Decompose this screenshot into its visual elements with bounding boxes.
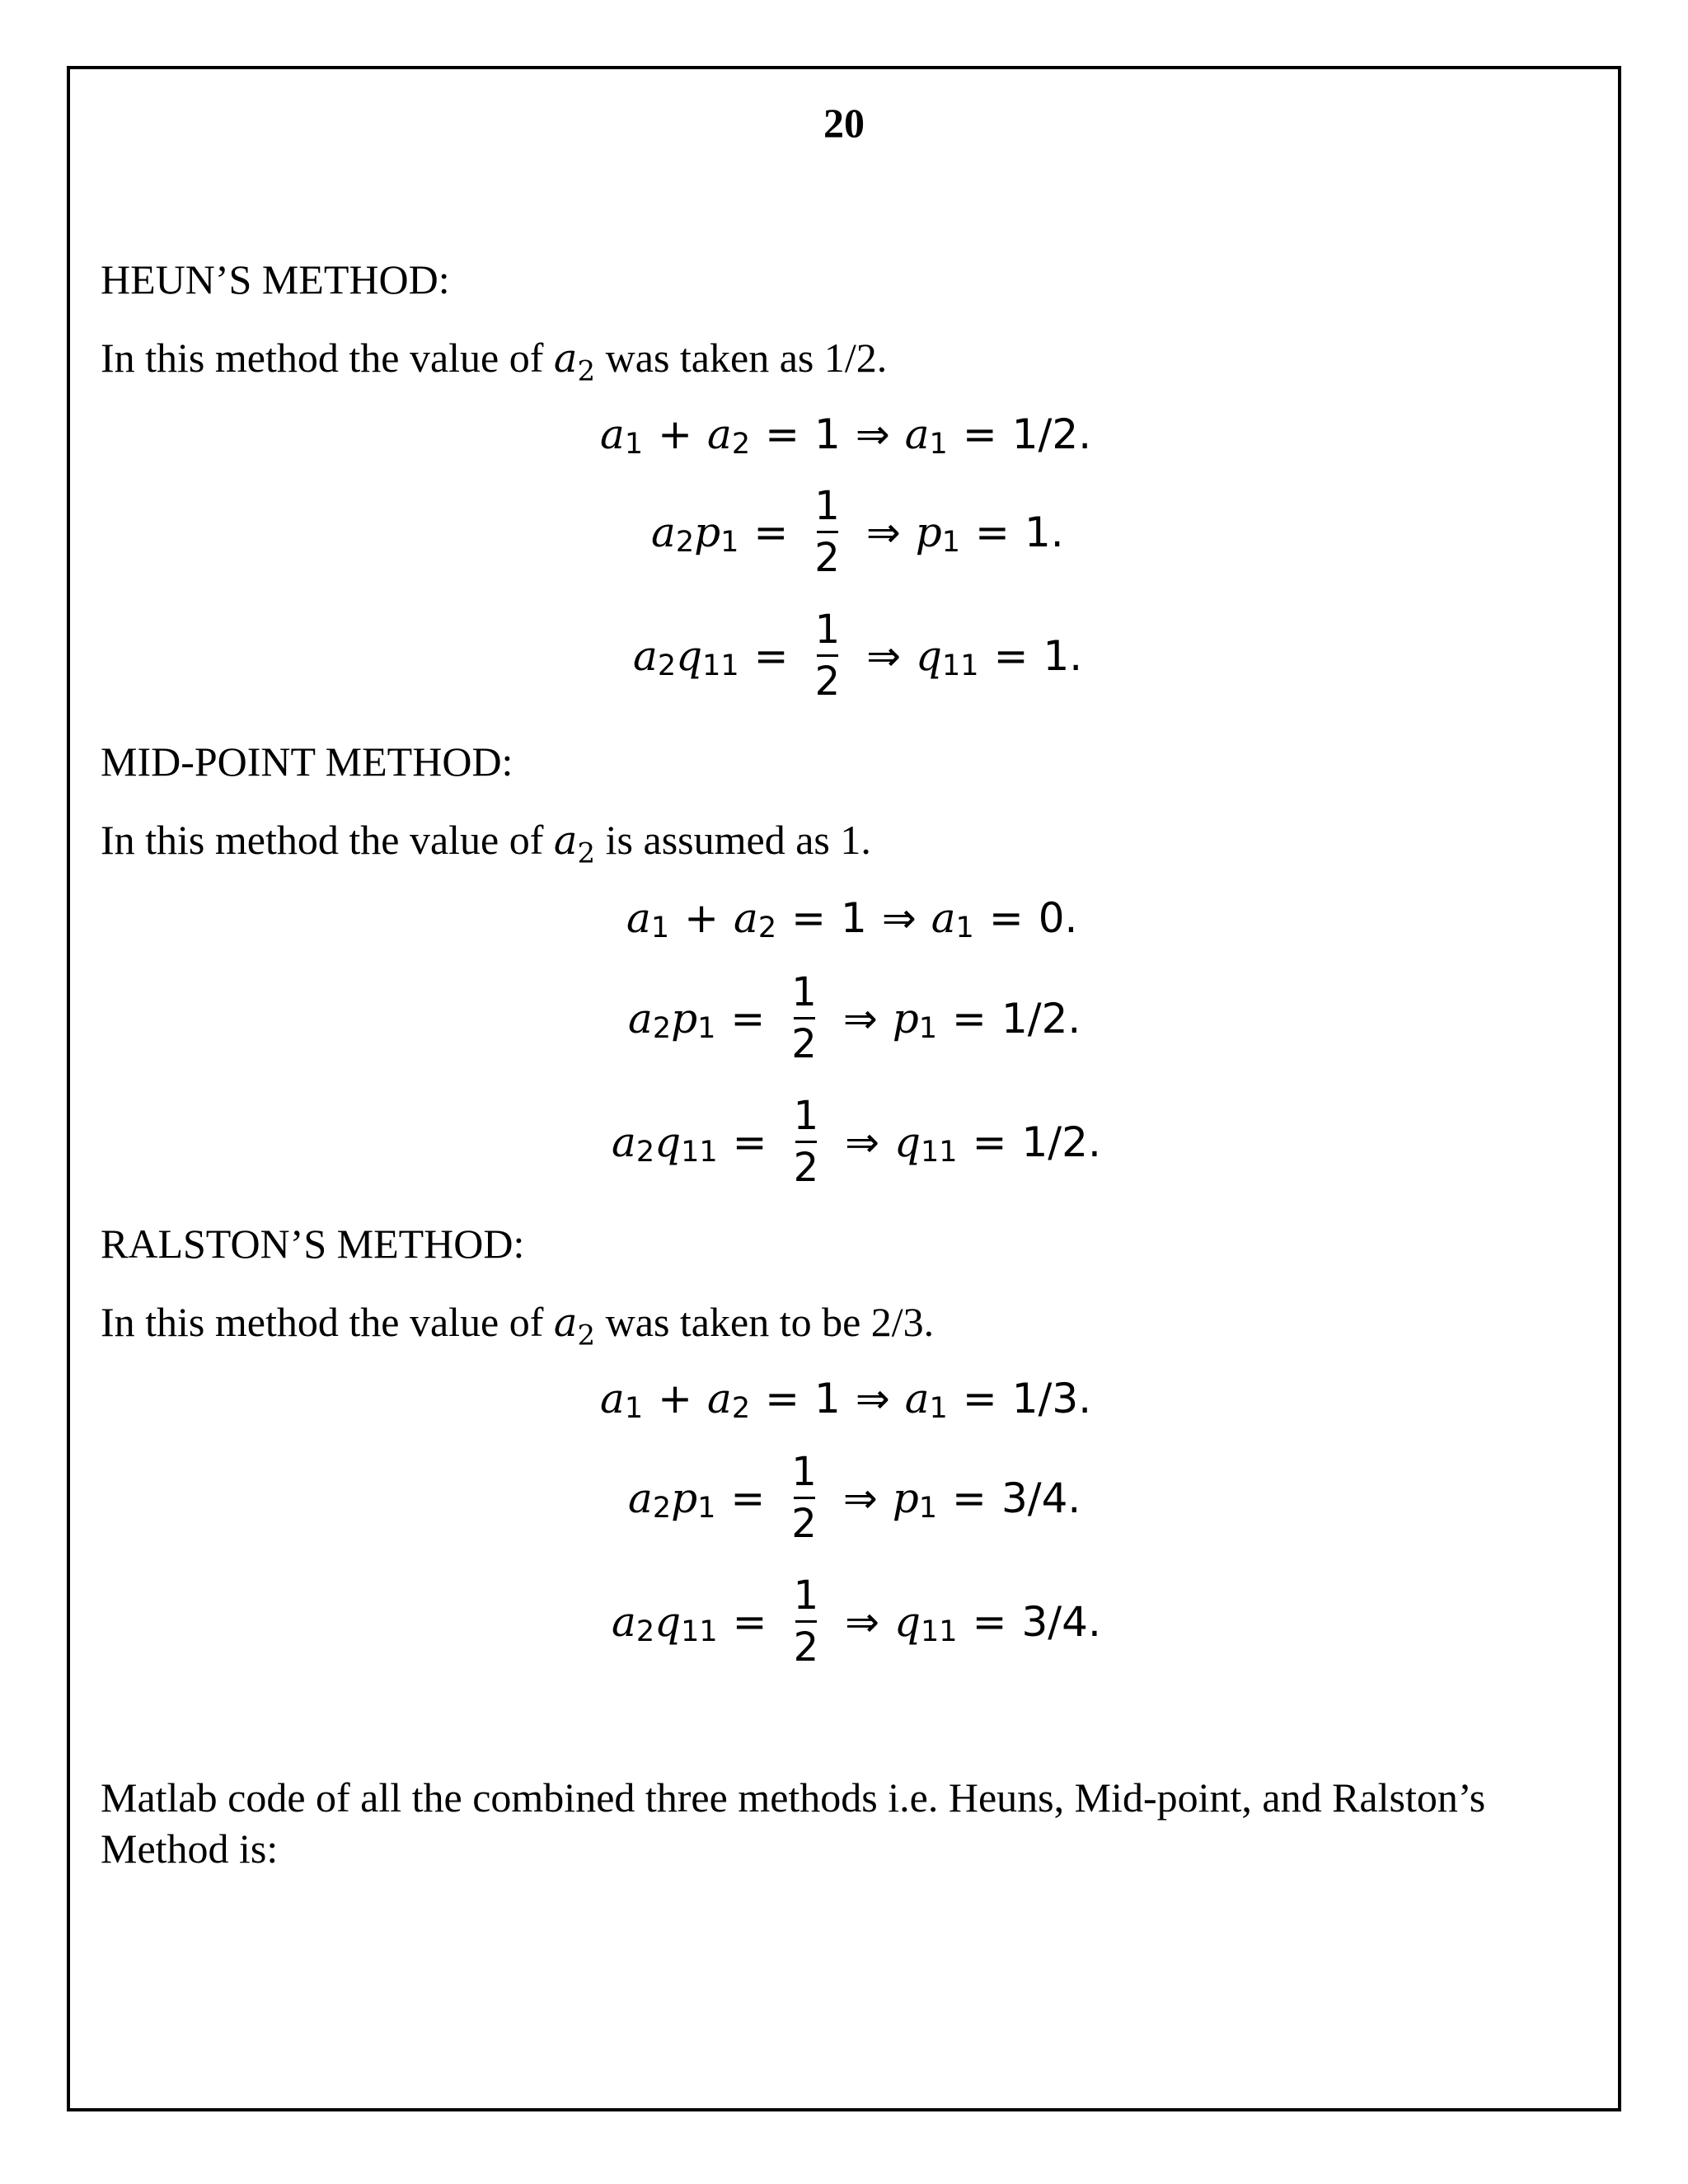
eq-result-sub: 1 bbox=[941, 525, 961, 559]
implies-sign: ⇒ bbox=[865, 508, 901, 556]
fraction-denominator: 2 bbox=[814, 535, 840, 581]
intro-math bbox=[553, 1300, 596, 1352]
eq-term-sub: 11 bbox=[702, 649, 739, 682]
fraction-numerator: 1 bbox=[814, 607, 841, 653]
eq-result-value: 1/2. bbox=[1021, 1118, 1101, 1166]
fraction bbox=[814, 483, 840, 581]
eq-term-sub: 2 bbox=[635, 1135, 655, 1169]
eq-term bbox=[600, 1375, 644, 1425]
eq-term bbox=[707, 410, 751, 461]
eq-term-var: a bbox=[633, 631, 658, 680]
intro-text: In this method the value of bbox=[101, 335, 544, 381]
equals-sign: = bbox=[975, 508, 1010, 556]
equals-sign: = bbox=[962, 1375, 997, 1422]
equation-q bbox=[612, 1093, 1101, 1191]
section-intro bbox=[101, 334, 887, 388]
eq-term-var: a bbox=[651, 508, 676, 556]
equation-p bbox=[628, 969, 1081, 1067]
eq-value: 1 bbox=[814, 1375, 841, 1422]
equals-sign: = bbox=[972, 1118, 1007, 1166]
equals-sign: = bbox=[765, 410, 799, 458]
implies-sign: ⇒ bbox=[842, 1474, 878, 1522]
equation-p bbox=[651, 483, 1064, 581]
eq-term-var: a bbox=[600, 1375, 625, 1422]
eq-result bbox=[915, 508, 961, 559]
intro-var: a bbox=[553, 335, 578, 382]
equation-q bbox=[612, 1572, 1101, 1671]
eq-result-value: 1/2. bbox=[1011, 410, 1092, 458]
eq-term-sub: 1 bbox=[697, 1491, 716, 1525]
fraction bbox=[793, 1093, 819, 1191]
eq-term bbox=[651, 508, 695, 559]
eq-result-sub: 1 bbox=[929, 1392, 948, 1425]
section-heading: HEUN’S METHOD: bbox=[101, 256, 450, 302]
eq-term-sub: 1 bbox=[697, 1011, 716, 1045]
eq-term-var: q bbox=[654, 1118, 682, 1166]
fraction-numerator: 1 bbox=[793, 1093, 819, 1139]
implies-sign: ⇒ bbox=[855, 1375, 890, 1422]
fraction-numerator: 1 bbox=[814, 483, 840, 529]
eq-term-var: p bbox=[671, 994, 698, 1043]
eq-term bbox=[633, 632, 676, 680]
eq-result bbox=[904, 1375, 948, 1425]
eq-term bbox=[628, 995, 671, 1043]
eq-term-sub: 2 bbox=[731, 428, 751, 461]
eq-result bbox=[893, 995, 937, 1043]
intro-sub: 2 bbox=[577, 1319, 596, 1352]
eq-result-var: p bbox=[892, 1474, 919, 1522]
equation-sum bbox=[626, 894, 1077, 942]
implies-sign: ⇒ bbox=[866, 631, 902, 680]
fraction-denominator: 2 bbox=[793, 1624, 819, 1671]
eq-result-var: a bbox=[904, 410, 930, 458]
plus-sign: + bbox=[658, 1375, 692, 1422]
eq-term bbox=[671, 995, 715, 1043]
section-intro bbox=[101, 816, 871, 870]
fraction bbox=[814, 607, 841, 705]
eq-result-value: 3/4. bbox=[1021, 1597, 1101, 1646]
eq-result-value: 1. bbox=[1024, 508, 1064, 556]
intro-text-after: was taken as 1/2. bbox=[605, 335, 888, 381]
intro-sub: 2 bbox=[577, 837, 596, 870]
eq-term-sub: 1 bbox=[650, 912, 670, 944]
eq-term-var: a bbox=[626, 894, 651, 942]
eq-term bbox=[671, 1474, 716, 1525]
intro-math bbox=[553, 335, 596, 388]
eq-result-value: 1/3. bbox=[1011, 1375, 1092, 1422]
intro-sub: 2 bbox=[577, 354, 596, 388]
fraction-denominator: 2 bbox=[793, 1145, 819, 1191]
implies-sign: ⇒ bbox=[881, 894, 917, 942]
eq-term-sub: 2 bbox=[652, 1011, 672, 1045]
section-intro bbox=[101, 1298, 934, 1352]
eq-result-var: a bbox=[931, 894, 956, 942]
plus-sign: + bbox=[684, 894, 719, 942]
eq-term-var: q bbox=[654, 1597, 682, 1646]
intro-math bbox=[553, 818, 596, 870]
equals-sign: = bbox=[993, 631, 1029, 680]
eq-result-sub: 1 bbox=[918, 1491, 938, 1525]
eq-term-var: a bbox=[600, 410, 625, 458]
eq-term bbox=[676, 632, 739, 680]
eq-term-var: a bbox=[628, 1474, 653, 1522]
fraction-numerator: 1 bbox=[791, 969, 817, 1015]
eq-result bbox=[894, 1118, 958, 1169]
fraction bbox=[791, 969, 817, 1067]
eq-result-value: 0. bbox=[1038, 894, 1078, 942]
eq-term-var: p bbox=[671, 1474, 698, 1522]
eq-term-var: a bbox=[612, 1597, 636, 1646]
eq-term-sub: 11 bbox=[681, 1615, 718, 1648]
eq-term-sub: 1 bbox=[720, 525, 739, 559]
eq-term-var: a bbox=[612, 1118, 636, 1166]
eq-term-sub: 11 bbox=[681, 1135, 718, 1169]
eq-result-var: p bbox=[915, 508, 942, 556]
intro-var: a bbox=[553, 1300, 578, 1346]
fraction-numerator: 1 bbox=[793, 1572, 819, 1619]
intro-text: In this method the value of bbox=[101, 817, 544, 863]
eq-term bbox=[628, 1474, 672, 1525]
section-heading: RALSTON’S METHOD: bbox=[101, 1221, 525, 1267]
fraction-numerator: 1 bbox=[791, 1449, 817, 1495]
eq-term bbox=[612, 1598, 654, 1646]
implies-sign: ⇒ bbox=[855, 410, 890, 458]
fraction-denominator: 2 bbox=[814, 658, 841, 705]
fraction bbox=[791, 1449, 817, 1547]
eq-term bbox=[694, 508, 739, 559]
eq-result bbox=[931, 894, 974, 942]
implies-sign: ⇒ bbox=[845, 1597, 880, 1646]
eq-result-var: a bbox=[904, 1375, 930, 1422]
plus-sign: + bbox=[658, 410, 692, 458]
eq-term-sub: 1 bbox=[624, 428, 644, 461]
eq-term bbox=[707, 1375, 751, 1425]
equals-sign: = bbox=[765, 1375, 799, 1422]
equals-sign: = bbox=[791, 894, 826, 942]
equals-sign: = bbox=[730, 1474, 766, 1522]
eq-value: 1 bbox=[814, 410, 841, 458]
eq-term-sub: 2 bbox=[757, 912, 777, 944]
eq-value: 1 bbox=[841, 894, 867, 942]
intro-text-after: was taken to be 2/3. bbox=[605, 1299, 935, 1345]
eq-term bbox=[734, 894, 776, 942]
equals-sign: = bbox=[732, 1597, 767, 1646]
eq-term-var: a bbox=[734, 894, 758, 942]
section-heading: MID-POINT METHOD: bbox=[101, 738, 513, 785]
eq-term-sub: 2 bbox=[635, 1615, 655, 1648]
closing-paragraph: Matlab code of all the combined three methods i.e. Heuns, Mid-point, and Ralston’s Method is: bbox=[101, 1774, 1486, 1872]
eq-result-sub: 1 bbox=[955, 912, 974, 944]
eq-result-var: p bbox=[892, 994, 919, 1043]
eq-result-var: q bbox=[894, 1597, 921, 1646]
eq-result-value: 3/4. bbox=[1001, 1474, 1081, 1522]
equals-sign: = bbox=[988, 894, 1024, 942]
equals-sign: = bbox=[962, 410, 997, 458]
eq-result bbox=[916, 632, 979, 680]
eq-term-sub: 2 bbox=[675, 525, 695, 559]
fraction-denominator: 2 bbox=[791, 1501, 817, 1547]
eq-result-value: 1. bbox=[1043, 631, 1083, 680]
equation-p bbox=[628, 1449, 1081, 1547]
eq-term-sub: 1 bbox=[624, 1392, 644, 1425]
equation-q bbox=[633, 607, 1083, 705]
eq-term bbox=[654, 1118, 718, 1169]
eq-term-var: a bbox=[628, 994, 653, 1043]
eq-result-sub: 11 bbox=[921, 1135, 958, 1169]
intro-text: In this method the value of bbox=[101, 1299, 544, 1345]
equals-sign: = bbox=[952, 994, 987, 1043]
fraction-denominator: 2 bbox=[791, 1021, 817, 1067]
eq-result-sub: 1 bbox=[918, 1011, 938, 1045]
equals-sign: = bbox=[952, 1474, 987, 1522]
eq-term-sub: 2 bbox=[657, 649, 677, 682]
equals-sign: = bbox=[753, 631, 789, 680]
equals-sign: = bbox=[753, 508, 789, 556]
equals-sign: = bbox=[972, 1597, 1007, 1646]
eq-term-sub: 2 bbox=[731, 1392, 751, 1425]
implies-sign: ⇒ bbox=[842, 994, 878, 1043]
eq-result bbox=[894, 1598, 958, 1646]
eq-term bbox=[600, 410, 644, 461]
eq-term-var: a bbox=[707, 410, 732, 458]
equals-sign: = bbox=[732, 1118, 767, 1166]
eq-term-var: a bbox=[707, 1375, 732, 1422]
eq-term bbox=[612, 1118, 655, 1169]
eq-term bbox=[654, 1598, 718, 1646]
eq-result-sub: 1 bbox=[929, 428, 948, 461]
eq-term-sub: 2 bbox=[652, 1491, 672, 1525]
equation-sum bbox=[600, 1375, 1092, 1425]
equals-sign: = bbox=[730, 994, 766, 1043]
eq-result-var: q bbox=[894, 1118, 921, 1166]
eq-result-var: q bbox=[916, 631, 943, 680]
page-number: 20 bbox=[823, 100, 865, 146]
eq-term-var: q bbox=[676, 631, 703, 680]
implies-sign: ⇒ bbox=[845, 1118, 880, 1166]
equation-sum bbox=[600, 410, 1092, 461]
eq-result bbox=[892, 1474, 938, 1525]
eq-result-value: 1/2. bbox=[1001, 994, 1081, 1043]
intro-text-after: is assumed as 1. bbox=[605, 817, 871, 863]
eq-result-sub: 11 bbox=[921, 1615, 958, 1648]
eq-term bbox=[626, 894, 669, 942]
eq-result bbox=[904, 410, 948, 461]
eq-term-var: p bbox=[694, 508, 721, 556]
intro-var: a bbox=[553, 818, 578, 864]
eq-result-sub: 11 bbox=[942, 649, 979, 682]
fraction bbox=[793, 1572, 819, 1671]
